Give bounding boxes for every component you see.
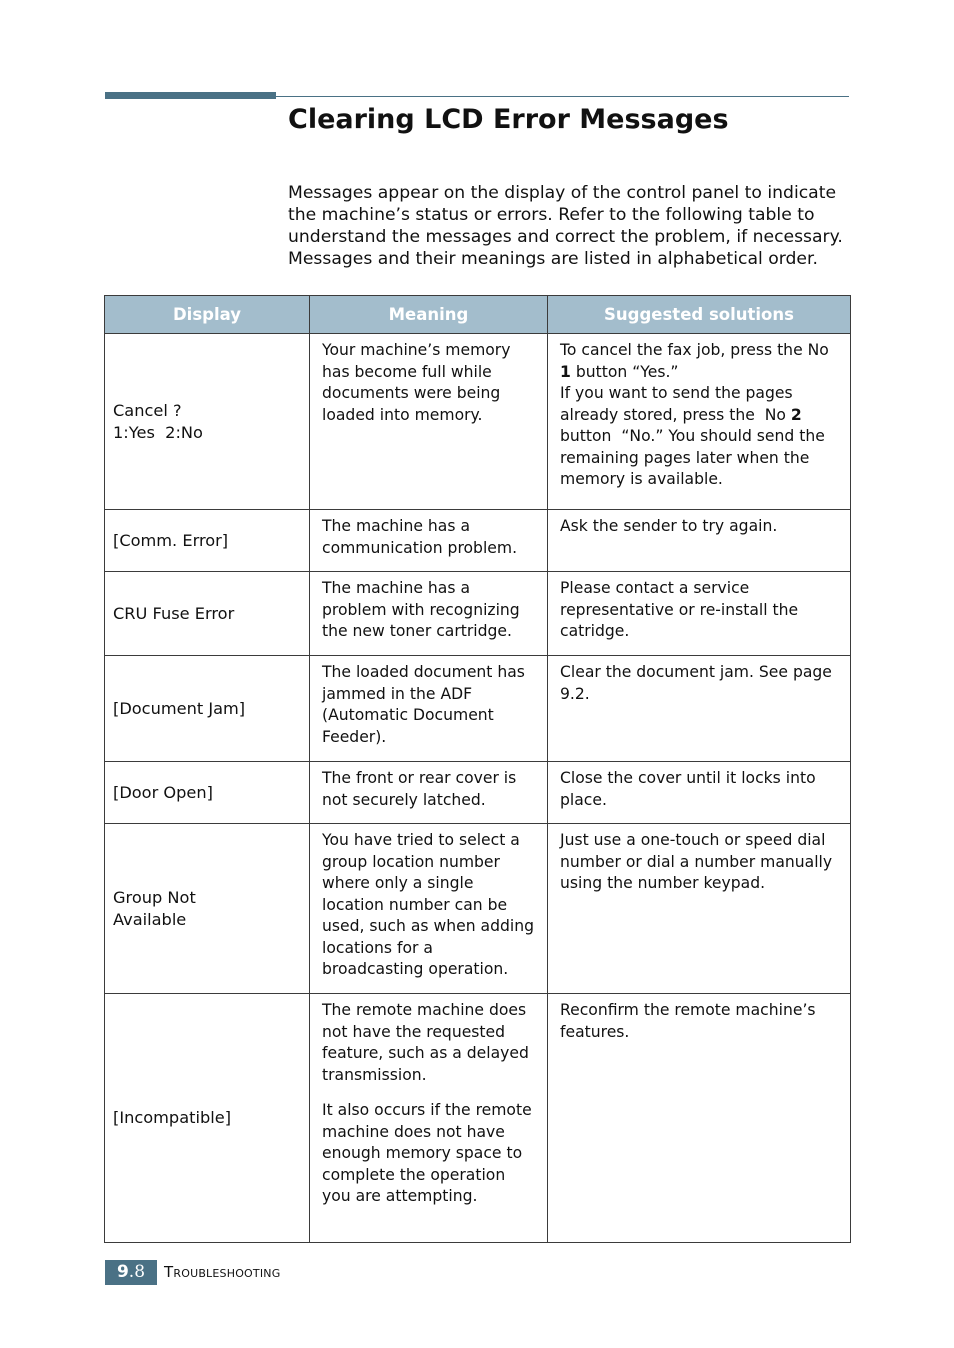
meaning-cell bbox=[310, 510, 548, 572]
meaning-cell bbox=[310, 334, 548, 510]
meaning-text: The machine has a problem with recognizing the new toner cartridge. bbox=[322, 579, 520, 640]
solution-cell: Clear the document jam. See page 9.2. bbox=[548, 656, 851, 762]
meaning-text: It also occurs if the remote machine does not have enough memory space to complete the operation you are attempting. bbox=[322, 1101, 532, 1205]
page-number-major: 9 bbox=[116, 1262, 129, 1282]
table-row bbox=[105, 572, 851, 656]
solution-cell bbox=[548, 334, 851, 510]
solution-cell: Please contact a service representative or re-install the catridge. bbox=[548, 572, 851, 656]
page-number-badge bbox=[105, 1260, 157, 1285]
solution-text: button “No.” You should send the remaining pages later when the memory is available. bbox=[560, 405, 830, 488]
header-display: Display bbox=[105, 296, 310, 334]
solution-cell: Close the cover until it locks into place. bbox=[548, 762, 851, 824]
display-cell: CRU Fuse Error bbox=[105, 572, 310, 656]
solution-cell: Just use a one-touch or speed dial number or dial a number manually using the number keypad. bbox=[548, 824, 851, 994]
display-cell: [Comm. Error] bbox=[105, 510, 310, 572]
table-row bbox=[105, 824, 851, 994]
meaning-text: The front or rear cover is not securely latched. bbox=[322, 769, 517, 809]
display-cell: [Incompatible] bbox=[105, 994, 310, 1243]
solution-text: To cancel the fax job, press the No bbox=[560, 341, 834, 359]
meaning-cell bbox=[310, 994, 548, 1243]
header-meaning: Meaning bbox=[310, 296, 548, 334]
key-number: 1 bbox=[560, 362, 571, 381]
solution-cell: Reconfirm the remote machine’s features. bbox=[548, 994, 851, 1243]
display-cell: Cancel ? 1:Yes 2:No bbox=[105, 334, 310, 510]
header-rule-accent bbox=[105, 92, 276, 99]
intro-paragraph: Messages appear on the display of the control panel to indicate the machine’s status or errors. Refer to the following table to understand the messages and correct the problem, if necessary. Messages and their meanings are listed in alphabetical order. bbox=[288, 183, 843, 269]
key-number: 2 bbox=[790, 405, 802, 424]
meaning-cell bbox=[310, 824, 548, 994]
error-messages-table bbox=[104, 295, 851, 1243]
meaning-text: The remote machine does not have the requested feature, such as a delayed transmission. bbox=[322, 1001, 529, 1084]
display-cell: Group Not Available bbox=[105, 824, 310, 994]
meaning-text: Your machine’s memory has become full while documents were being loaded into memory. bbox=[322, 341, 511, 424]
meaning-text: The loaded document has jammed in the ADF (Automatic Document Feeder). bbox=[322, 663, 525, 746]
meaning-text: The machine has a communication problem. bbox=[322, 517, 518, 557]
display-cell: [Door Open] bbox=[105, 762, 310, 824]
table-row bbox=[105, 510, 851, 572]
table-header-row bbox=[105, 296, 851, 334]
table-row bbox=[105, 994, 851, 1243]
table-row bbox=[105, 334, 851, 510]
solution-text: If you want to send the pages already stored, press the No bbox=[560, 384, 798, 424]
header-rule-line bbox=[276, 96, 849, 97]
solution-cell: Ask the sender to try again. bbox=[548, 510, 851, 572]
solution-line-cancel bbox=[560, 340, 840, 383]
meaning-text: You have tried to select a group location number where only a single location number can be used, such as when adding locations for a broadcasting operation. bbox=[322, 831, 535, 978]
table-row bbox=[105, 656, 851, 762]
solution-text: button “Yes.” bbox=[570, 362, 679, 381]
meaning-cell bbox=[310, 656, 548, 762]
display-cell: [Document Jam] bbox=[105, 656, 310, 762]
header-solutions: Suggested solutions bbox=[548, 296, 851, 334]
page-number-minor: .8 bbox=[128, 1262, 146, 1282]
meaning-cell bbox=[310, 762, 548, 824]
solution-line-send bbox=[560, 383, 840, 491]
table-row bbox=[105, 762, 851, 824]
section-label: Troubleshooting bbox=[164, 1263, 281, 1281]
meaning-cell bbox=[310, 572, 548, 656]
page-title: Clearing LCD Error Messages bbox=[288, 104, 729, 135]
